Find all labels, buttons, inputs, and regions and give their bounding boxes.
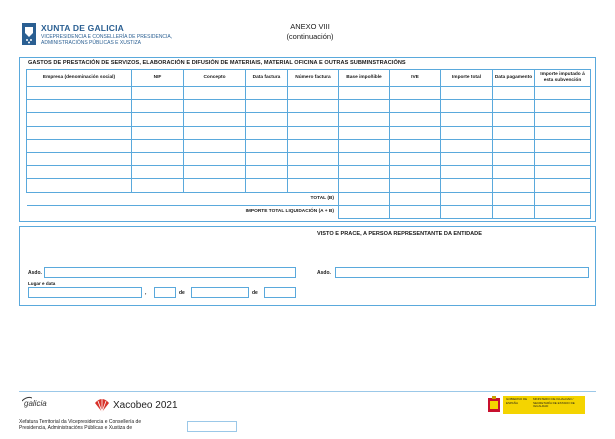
table-cell[interactable] bbox=[184, 152, 246, 165]
table-cell[interactable] bbox=[339, 126, 390, 139]
table-cell[interactable] bbox=[339, 100, 390, 113]
table-cell[interactable] bbox=[184, 166, 246, 179]
table-cell[interactable] bbox=[390, 126, 441, 139]
table-cell[interactable] bbox=[339, 179, 390, 192]
table-cell[interactable] bbox=[27, 113, 132, 126]
table-row bbox=[27, 87, 591, 100]
table-cell[interactable] bbox=[535, 139, 591, 152]
signed-label-right: Asdo. bbox=[317, 270, 331, 276]
liquidation-imputado[interactable] bbox=[535, 205, 591, 218]
table-cell[interactable] bbox=[390, 113, 441, 126]
col-nif: NIF bbox=[132, 70, 184, 87]
liquidation-row bbox=[27, 205, 591, 218]
table-cell[interactable] bbox=[441, 166, 493, 179]
table-cell[interactable] bbox=[132, 179, 184, 192]
table-cell[interactable] bbox=[184, 113, 246, 126]
total-b-importe[interactable] bbox=[441, 192, 493, 205]
table-cell[interactable] bbox=[390, 87, 441, 100]
table-cell[interactable] bbox=[27, 179, 132, 192]
table-cell[interactable] bbox=[288, 113, 339, 126]
col-empresa: Empresa (denominación social) bbox=[27, 70, 132, 87]
table-cell[interactable] bbox=[288, 179, 339, 192]
table-cell[interactable] bbox=[339, 113, 390, 126]
table-cell[interactable] bbox=[390, 100, 441, 113]
table-cell[interactable] bbox=[246, 179, 288, 192]
table-cell[interactable] bbox=[441, 139, 493, 152]
table-cell[interactable] bbox=[184, 87, 246, 100]
day-field[interactable] bbox=[154, 287, 176, 298]
table-cell[interactable] bbox=[535, 113, 591, 126]
total-b-imputado[interactable] bbox=[535, 192, 591, 205]
table-cell[interactable] bbox=[184, 179, 246, 192]
total-b-ive[interactable] bbox=[390, 192, 441, 205]
col-concepto: Concepto bbox=[184, 70, 246, 87]
footer-divider bbox=[19, 391, 596, 392]
table-cell[interactable] bbox=[288, 126, 339, 139]
table-cell[interactable] bbox=[246, 126, 288, 139]
scallop-shell-icon bbox=[94, 397, 110, 413]
table-cell[interactable] bbox=[535, 152, 591, 165]
signed-label-left: Asdo. bbox=[28, 270, 42, 276]
table-cell[interactable] bbox=[27, 166, 132, 179]
gobierno-logo: GOBIERNO DE ESPAÑA MINISTERIO DE IGUALDAD / SECRETARÍA DE ESTADO DE IGUALDAD bbox=[487, 396, 585, 414]
expenses-section bbox=[19, 57, 596, 222]
table-cell[interactable] bbox=[246, 166, 288, 179]
liquidation-ive[interactable] bbox=[390, 205, 441, 218]
table-cell[interactable] bbox=[246, 87, 288, 100]
table-cell[interactable] bbox=[441, 87, 493, 100]
table-cell[interactable] bbox=[535, 87, 591, 100]
expenses-title: GASTOS DE PRESTACIÓN DE SERVIZOS, ELABORACIÓN E DIFUSIÓN DE MATERIAIS, MATERIAL OFICINA E OUTRAS SUBMINSTRACIÓNS bbox=[28, 60, 406, 66]
table-row bbox=[27, 179, 591, 192]
table-cell[interactable] bbox=[441, 152, 493, 165]
col-data-factura: Data factura bbox=[246, 70, 288, 87]
table-row bbox=[27, 152, 591, 165]
jefatura-label: Xefatura Territorial da Vicepresidencia e Consellería de Presidencia, Administracións Públicas e Xustiza de bbox=[19, 419, 142, 431]
table-cell[interactable] bbox=[441, 179, 493, 192]
table-cell[interactable] bbox=[132, 166, 184, 179]
table-row bbox=[27, 126, 591, 139]
total-b-row bbox=[27, 192, 591, 205]
col-importe-total: Importe total bbox=[441, 70, 493, 87]
table-row bbox=[27, 139, 591, 152]
table-cell[interactable] bbox=[132, 139, 184, 152]
table-cell[interactable] bbox=[184, 100, 246, 113]
table-cell[interactable] bbox=[132, 87, 184, 100]
table-cell[interactable] bbox=[493, 126, 535, 139]
liquidation-label: IMPORTE TOTAL LIQUIDACIÓN (A + B) bbox=[27, 205, 339, 218]
table-cell[interactable] bbox=[441, 113, 493, 126]
total-b-base[interactable] bbox=[339, 192, 390, 205]
galicia-swoosh-icon bbox=[22, 396, 32, 402]
table-row bbox=[27, 113, 591, 126]
table-cell[interactable] bbox=[288, 100, 339, 113]
liquidation-pagamento[interactable] bbox=[493, 205, 535, 218]
comma-separator: , bbox=[145, 290, 147, 296]
table-cell[interactable] bbox=[288, 139, 339, 152]
xunta-logo bbox=[22, 22, 202, 50]
table-cell[interactable] bbox=[246, 113, 288, 126]
xunta-emblem-icon bbox=[22, 23, 36, 45]
annex-subtitle: (continuación) bbox=[286, 32, 334, 41]
table-cell[interactable] bbox=[339, 166, 390, 179]
table-cell[interactable] bbox=[441, 126, 493, 139]
month-field[interactable] bbox=[191, 287, 249, 298]
table-cell[interactable] bbox=[493, 166, 535, 179]
table-cell[interactable] bbox=[132, 126, 184, 139]
table-cell[interactable] bbox=[535, 179, 591, 192]
place-field[interactable] bbox=[28, 287, 142, 298]
col-ive: IVE bbox=[390, 70, 441, 87]
table-cell[interactable] bbox=[27, 100, 132, 113]
table-cell[interactable] bbox=[535, 100, 591, 113]
annex-heading bbox=[260, 22, 360, 42]
table-cell[interactable] bbox=[493, 113, 535, 126]
signature-title: VISTO E PRACE, A PERSOA REPRESENTANTE DA ENTIDADE bbox=[317, 231, 482, 237]
table-cell[interactable] bbox=[493, 100, 535, 113]
table-cell[interactable] bbox=[390, 179, 441, 192]
table-cell[interactable] bbox=[27, 126, 132, 139]
signature-field-right[interactable] bbox=[335, 267, 589, 278]
table-row bbox=[27, 100, 591, 113]
table-cell[interactable] bbox=[493, 152, 535, 165]
place-date-label: Lugar e data bbox=[28, 281, 56, 286]
table-cell[interactable] bbox=[339, 152, 390, 165]
table-cell[interactable] bbox=[288, 152, 339, 165]
galicia-logo: galicia bbox=[24, 399, 47, 408]
table-cell[interactable] bbox=[535, 166, 591, 179]
table-cell[interactable] bbox=[132, 100, 184, 113]
de-label-1: de bbox=[179, 290, 185, 296]
table-cell[interactable] bbox=[288, 87, 339, 100]
signature-section bbox=[19, 226, 596, 306]
de-label-2: de bbox=[252, 290, 258, 296]
table-row bbox=[27, 166, 591, 179]
col-numero-factura: Número factura bbox=[288, 70, 339, 87]
total-b-label: TOTAL (B) bbox=[27, 192, 339, 205]
table-cell[interactable] bbox=[390, 139, 441, 152]
col-importe-imputado: Importe imputado á esta subvención bbox=[535, 70, 591, 87]
table-cell[interactable] bbox=[390, 166, 441, 179]
table-cell[interactable] bbox=[339, 87, 390, 100]
org-department: VICEPRESIDENCIA E CONSELLERÍA DE PRESIDENCIA, ADMINISTRACIÓNS PÚBLICAS E XUSTIZA bbox=[41, 34, 173, 46]
col-data-pagamento: Data pagamento bbox=[493, 70, 535, 87]
table-cell[interactable] bbox=[246, 139, 288, 152]
table-cell[interactable] bbox=[132, 113, 184, 126]
table-cell[interactable] bbox=[246, 152, 288, 165]
liquidation-importe[interactable] bbox=[441, 205, 493, 218]
table-cell[interactable] bbox=[27, 87, 132, 100]
signature-field-left[interactable] bbox=[44, 267, 296, 278]
table-cell[interactable] bbox=[288, 166, 339, 179]
table-cell[interactable] bbox=[184, 139, 246, 152]
table-cell[interactable] bbox=[184, 126, 246, 139]
jefatura-field[interactable] bbox=[187, 421, 237, 432]
table-cell[interactable] bbox=[246, 100, 288, 113]
liquidation-base[interactable] bbox=[339, 205, 390, 218]
table-cell[interactable] bbox=[27, 152, 132, 165]
year-field[interactable] bbox=[264, 287, 296, 298]
table-cell[interactable] bbox=[493, 139, 535, 152]
table-cell[interactable] bbox=[27, 139, 132, 152]
table-cell[interactable] bbox=[493, 179, 535, 192]
table-cell[interactable] bbox=[493, 87, 535, 100]
spain-coat-of-arms-icon bbox=[487, 396, 501, 414]
expenses-header-row bbox=[27, 70, 591, 87]
total-b-pagamento[interactable] bbox=[493, 192, 535, 205]
table-cell[interactable] bbox=[441, 100, 493, 113]
table-cell[interactable] bbox=[535, 126, 591, 139]
table-cell[interactable] bbox=[390, 152, 441, 165]
col-base-imponible: Base impoñible bbox=[339, 70, 390, 87]
table-cell[interactable] bbox=[132, 152, 184, 165]
annex-title: ANEXO VIII bbox=[290, 22, 330, 31]
org-name: XUNTA DE GALICIA bbox=[41, 23, 125, 33]
expenses-table bbox=[26, 69, 591, 219]
table-cell[interactable] bbox=[339, 139, 390, 152]
